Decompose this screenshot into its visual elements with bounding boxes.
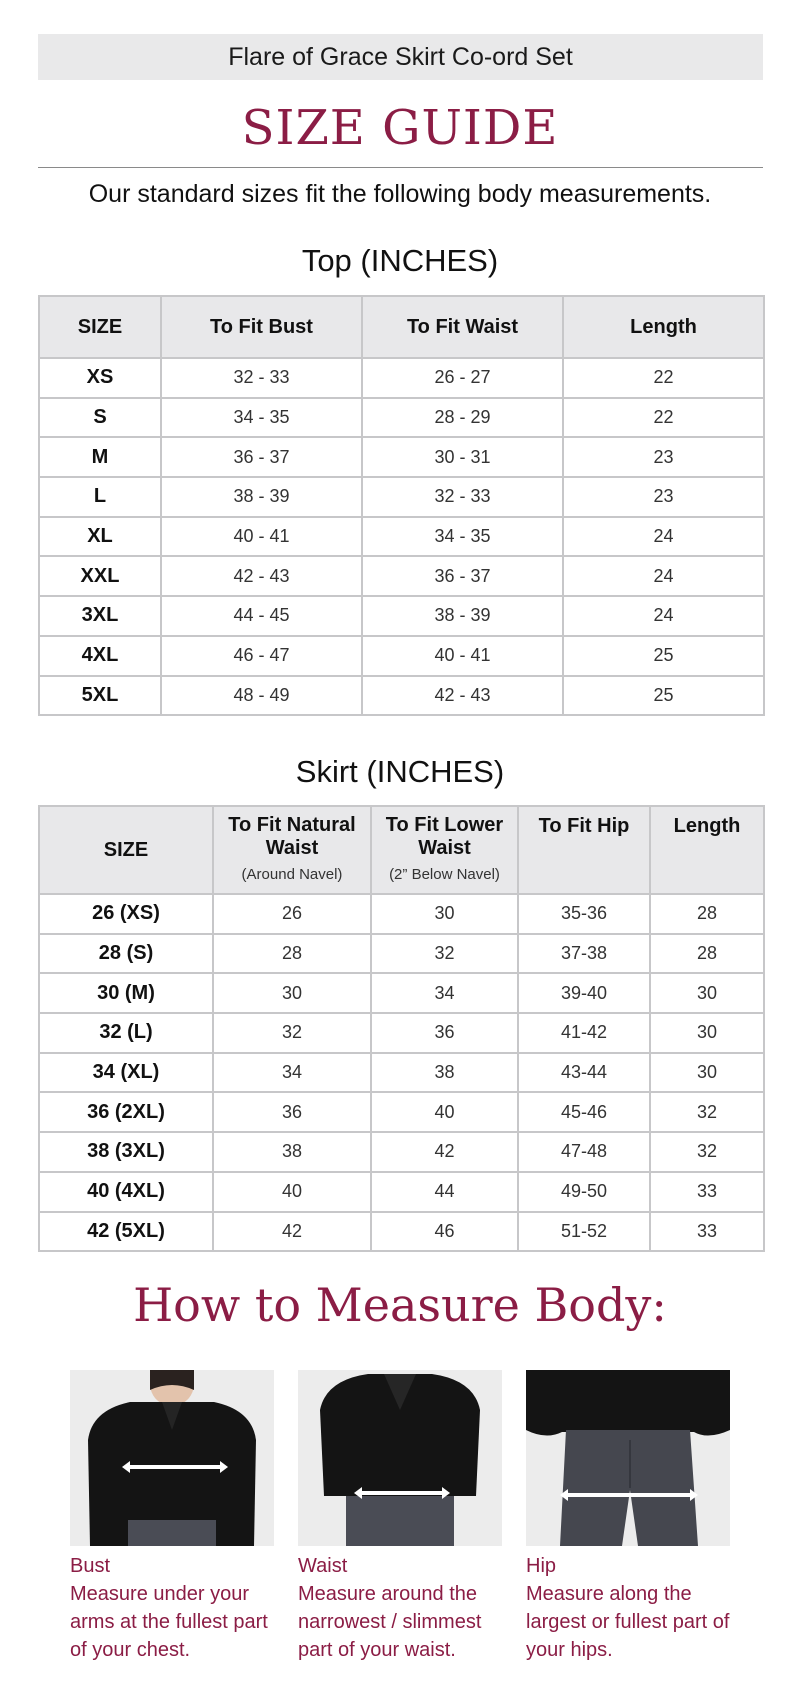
table-cell: 48 - 49 [161, 676, 362, 716]
table-cell: 32 [371, 934, 518, 974]
table-header-row [39, 806, 764, 894]
column-header: To Fit Bust [161, 296, 362, 358]
table-cell: 38 - 39 [161, 477, 362, 517]
product-name-banner [38, 34, 763, 80]
table-cell: 28 [650, 894, 764, 934]
column-header [371, 806, 518, 894]
table-cell: 23 [563, 477, 764, 517]
natural-waist-note: (Around Navel) [241, 866, 343, 883]
table-row [39, 676, 764, 716]
table-cell: 47-48 [518, 1132, 650, 1172]
column-header [518, 806, 650, 894]
table-row [39, 358, 764, 398]
table-cell: 32 - 33 [161, 358, 362, 398]
size-cell: 26 (XS) [39, 894, 213, 934]
title-divider [38, 167, 763, 168]
column-header [650, 806, 764, 894]
table-row [39, 596, 764, 636]
measure-card-waist [298, 1370, 502, 1664]
table-cell: 24 [563, 596, 764, 636]
size-cell: L [39, 477, 161, 517]
table-cell: 24 [563, 556, 764, 596]
size-cell: XL [39, 517, 161, 557]
table-cell: 30 [650, 973, 764, 1013]
table-cell: 26 - 27 [362, 358, 563, 398]
table-cell: 38 [213, 1132, 371, 1172]
table-cell: 23 [563, 437, 764, 477]
table-cell: 32 [650, 1132, 764, 1172]
table-cell: 30 - 31 [362, 437, 563, 477]
table-cell: 36 [371, 1013, 518, 1053]
table-cell: 34 - 35 [362, 517, 563, 557]
size-guide-title: SIZE GUIDE [241, 100, 559, 156]
table-row [39, 1172, 764, 1212]
column-header [213, 806, 371, 894]
table-cell: 28 [650, 934, 764, 974]
size-header-label: SIZE [103, 838, 149, 861]
table-cell: 25 [563, 676, 764, 716]
table-cell: 33 [650, 1212, 764, 1252]
table-cell: 30 [650, 1013, 764, 1053]
table-cell: 51-52 [518, 1212, 650, 1252]
table-cell: 33 [650, 1172, 764, 1212]
table-cell: 46 - 47 [161, 636, 362, 676]
table-cell: 38 [371, 1053, 518, 1093]
waist-label: Waist [298, 1555, 348, 1577]
bust-description: Measure under your arms at the fullest part of your chest. [70, 1583, 268, 1661]
size-guide-intro: Our standard sizes fit the following body measurements. [88, 180, 712, 208]
table-row [39, 437, 764, 477]
table-row [39, 477, 764, 517]
size-cell: 40 (4XL) [39, 1172, 213, 1212]
size-cell: 34 (XL) [39, 1053, 213, 1093]
table-cell: 36 - 37 [362, 556, 563, 596]
table-cell: 42 [213, 1212, 371, 1252]
table-cell: 45-46 [518, 1092, 650, 1132]
table-cell: 40 [371, 1092, 518, 1132]
column-header: SIZE [39, 296, 161, 358]
waist-description: Measure around the narrowest / slimmest part of your waist. [298, 1583, 482, 1661]
skirt-size-table [38, 805, 765, 1252]
table-cell: 39-40 [518, 973, 650, 1013]
table-cell: 37-38 [518, 934, 650, 974]
table-cell: 42 [371, 1132, 518, 1172]
table-cell: 40 - 41 [362, 636, 563, 676]
lower-waist-header-label: To Fit Lower Waist [385, 814, 504, 859]
table-cell: 35-36 [518, 894, 650, 934]
table-cell: 30 [650, 1053, 764, 1093]
hip-photo [526, 1370, 730, 1546]
size-cell: 30 (M) [39, 973, 213, 1013]
table-row [39, 1053, 764, 1093]
table-cell: 38 - 39 [362, 596, 563, 636]
top-table-title: Top (INCHES) [301, 243, 499, 278]
hip-label: Hip [526, 1555, 557, 1577]
table-cell: 25 [563, 636, 764, 676]
size-cell: 28 (S) [39, 934, 213, 974]
table-row [39, 973, 764, 1013]
table-cell: 34 [371, 973, 518, 1013]
table-cell: 34 [213, 1053, 371, 1093]
table-cell: 42 - 43 [362, 676, 563, 716]
column-header: Length [563, 296, 764, 358]
table-row [39, 517, 764, 557]
table-cell: 30 [371, 894, 518, 934]
bust-photo [70, 1370, 274, 1546]
measure-card-bust [70, 1370, 274, 1664]
size-cell: S [39, 398, 161, 438]
table-cell: 49-50 [518, 1172, 650, 1212]
table-header-row [39, 296, 764, 358]
size-cell: 36 (2XL) [39, 1092, 213, 1132]
measure-card-hip [526, 1370, 730, 1664]
size-cell: XXL [39, 556, 161, 596]
column-header: To Fit Waist [362, 296, 563, 358]
hip-header-label: To Fit Hip [538, 815, 630, 837]
lower-waist-note: (2” Below Navel) [389, 866, 500, 883]
length-header-label: Length [673, 815, 741, 837]
size-cell: 42 (5XL) [39, 1212, 213, 1252]
size-cell: M [39, 437, 161, 477]
size-cell: 32 (L) [39, 1013, 213, 1053]
size-cell: 38 (3XL) [39, 1132, 213, 1172]
table-cell: 34 - 35 [161, 398, 362, 438]
table-row [39, 1212, 764, 1252]
table-row [39, 636, 764, 676]
table-row [39, 894, 764, 934]
how-to-measure-title: How to Measure Body: [133, 1278, 667, 1332]
table-cell: 24 [563, 517, 764, 557]
table-cell: 44 [371, 1172, 518, 1212]
size-cell: 4XL [39, 636, 161, 676]
size-cell: 3XL [39, 596, 161, 636]
natural-waist-header-label: To Fit Natural Waist [228, 814, 356, 859]
table-row [39, 1092, 764, 1132]
table-cell: 32 [650, 1092, 764, 1132]
size-cell: 5XL [39, 676, 161, 716]
table-cell: 40 [213, 1172, 371, 1212]
table-cell: 36 [213, 1092, 371, 1132]
table-cell: 26 [213, 894, 371, 934]
table-cell: 30 [213, 973, 371, 1013]
table-cell: 28 - 29 [362, 398, 563, 438]
table-row [39, 934, 764, 974]
table-cell: 32 [213, 1013, 371, 1053]
hip-description: Measure along the largest or fullest part of your hips. [526, 1583, 730, 1661]
column-header [39, 806, 213, 894]
table-cell: 36 - 37 [161, 437, 362, 477]
table-cell: 42 - 43 [161, 556, 362, 596]
table-cell: 41-42 [518, 1013, 650, 1053]
top-size-table [38, 295, 765, 716]
table-cell: 22 [563, 398, 764, 438]
waist-photo [298, 1370, 502, 1546]
table-row [39, 1013, 764, 1053]
size-cell: XS [39, 358, 161, 398]
table-cell: 43-44 [518, 1053, 650, 1093]
table-cell: 40 - 41 [161, 517, 362, 557]
table-row [39, 556, 764, 596]
product-name: Flare of Grace Skirt Co-ord Set [228, 42, 573, 71]
table-row [39, 398, 764, 438]
skirt-table-title: Skirt (INCHES) [295, 754, 505, 789]
table-cell: 46 [371, 1212, 518, 1252]
table-row [39, 1132, 764, 1172]
table-cell: 32 - 33 [362, 477, 563, 517]
table-cell: 28 [213, 934, 371, 974]
table-cell: 44 - 45 [161, 596, 362, 636]
table-cell: 22 [563, 358, 764, 398]
bust-label: Bust [70, 1555, 111, 1577]
